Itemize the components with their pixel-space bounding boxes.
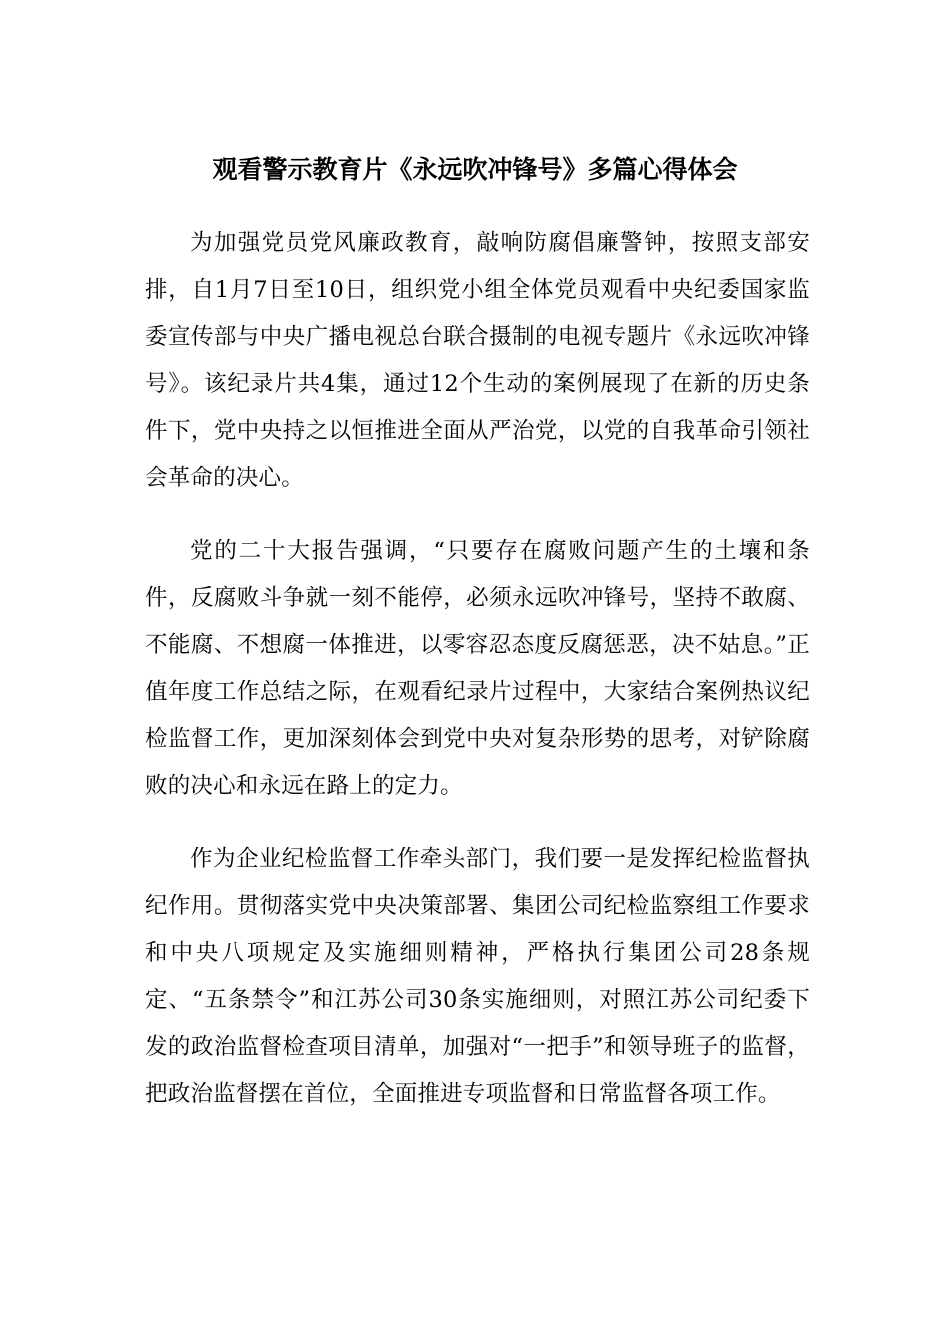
paragraph-2: 党的二十大报告强调，“只要存在腐败问题产生的土壤和条件，反腐败斗争就一刻不能停，必须永远吹冲锋号，坚持不敢腐、不能腐、不想腐一体推进，以零容忍态度反腐惩恶，决不姑息。”正值年度工作总结之际，在观看纪录片过程中，大家结合案例热议纪检监督工作，更加深刻体会到党中央对复杂形势的思考，对铲除腐败的决心和永远在路上的定力。 bbox=[145, 538, 810, 799]
paragraph-1: 为加强党员党风廉政教育，敲响防腐倡廉警钟，按照支部安排，自1月7日至10日，组织党小组全体党员观看中央纪委国家监委宣传部与中央广播电视总台联合摄制的电视专题片《永远吹冲锋号》。该纪录片共4集，通过12个生动的案例展现了在新的历史条件下，党中央持之以恒推进全面从严治党，以党的自我革命引领社会革命的决心。 bbox=[145, 230, 810, 491]
paragraph-3: 作为企业纪检监督工作牵头部门，我们要一是发挥纪检监督执纪作用。贯彻落实党中央决策部署、集团公司纪检监察组工作要求和中央八项规定及实施细则精神，严格执行集团公司28条规定、“五条禁令”和江苏公司30条实施细则，对照江苏公司纪委下发的政治监督检查项目清单，加强对“一把手”和领导班子的监督，把政治监督摆在首位，全面推进专项监督和日常监督各项工作。 bbox=[145, 846, 810, 1107]
document-title: 观看警示教育片《永远吹冲锋号》多篇心得体会 bbox=[212, 155, 738, 184]
document-body bbox=[145, 220, 810, 1118]
